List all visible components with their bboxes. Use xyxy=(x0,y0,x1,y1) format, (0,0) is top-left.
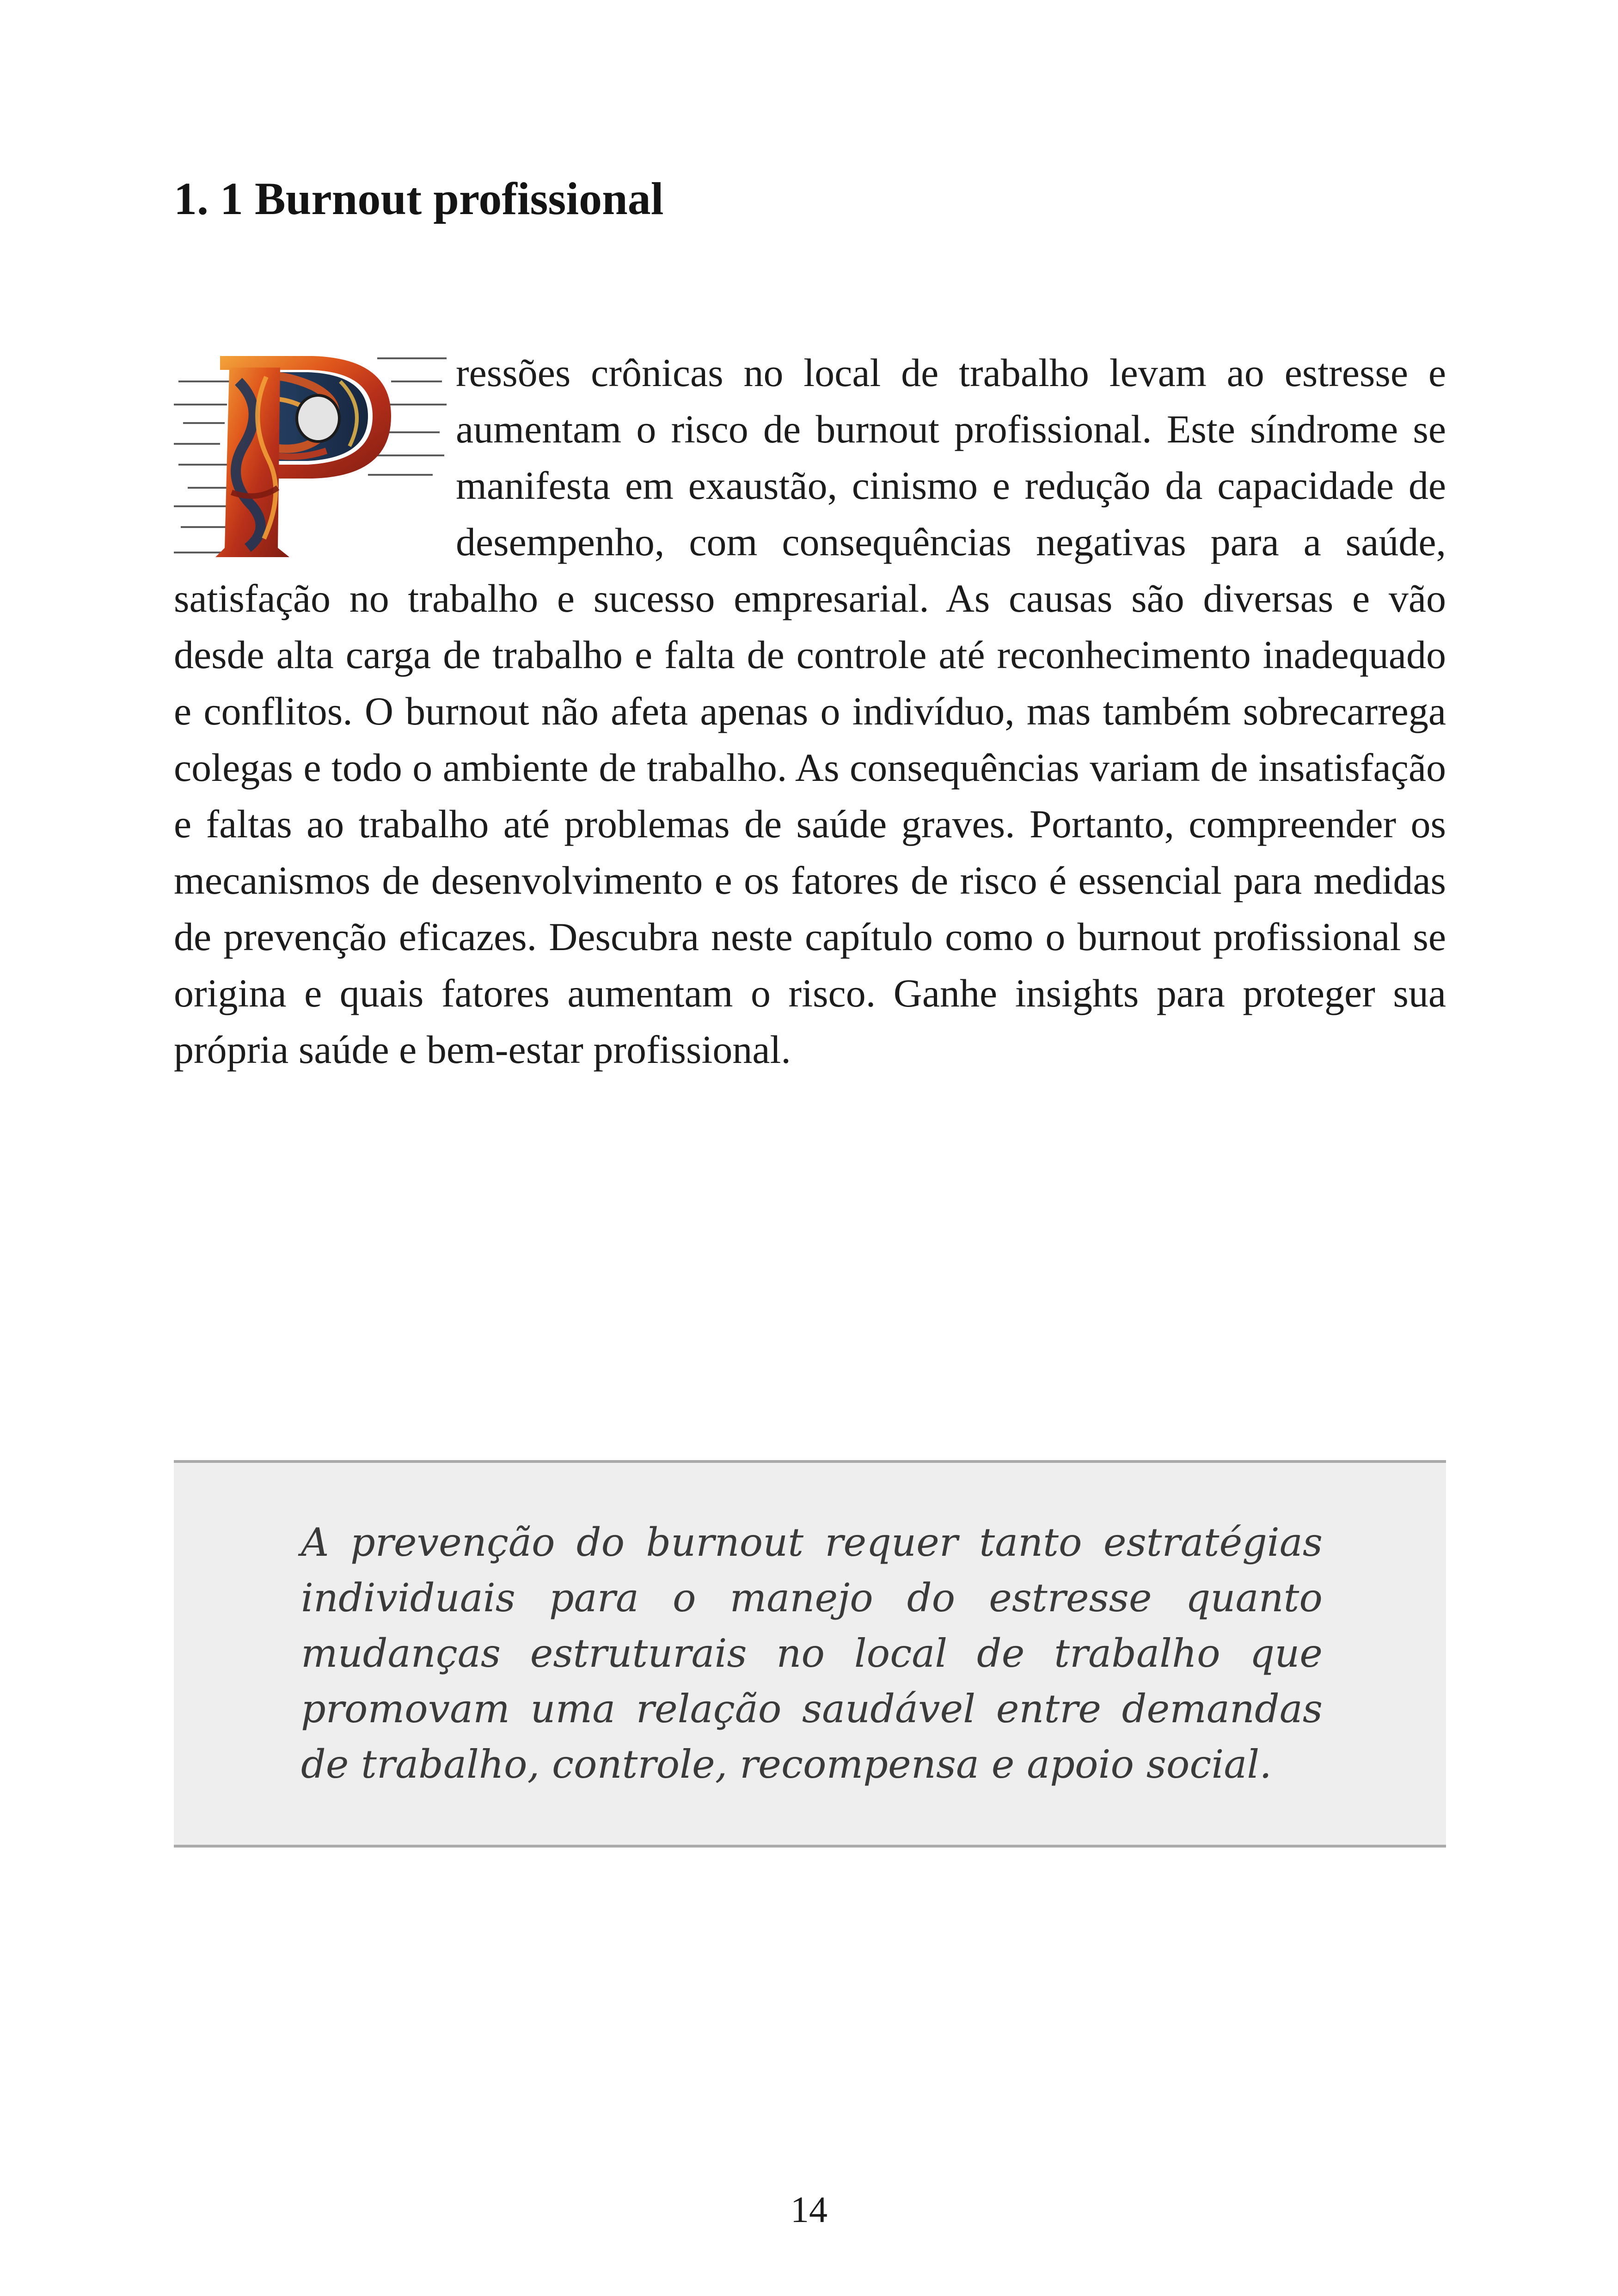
callout-quote-text: A prevenção do burnout requer tanto estratégias individuais para o manejo do estresse quanto mudanças estruturais no local de trabalho que promovam uma relação saudável entre demandas de trabalho, controle, recompensa e apoio social. xyxy=(301,1520,1323,1787)
dropcap-illustration xyxy=(174,344,456,570)
quote-callout xyxy=(174,1460,1446,1848)
dropcap-letter-image xyxy=(174,354,447,559)
body-text: ressões crônicas no local de trabalho levam ao estresse e aumentam o risco de burnout profissional. Este síndrome se manifesta em exaustão, cinismo e redução da capacidade de desempenho, com consequências negativas para a saúde, satisfação no trabalho e sucesso empresarial. As causas são diversas e vão desde alta carga de trabalho e falta de controle até reconhecimento inadequado e conflitos. O burnout não afeta apenas o indivíduo, mas também sobrecarrega colegas e todo o ambiente de trabalho. As consequências variam de insatisfação e faltas ao trabalho até problemas de saúde graves. Portanto, compreender os mecanismos de desenvolvimento e os fatores de risco é essencial para medidas de prevenção eficazes. Descubra neste capítulo como o burnout profissional se origina e quais fatores aumentam o risco. Ganhe insights para proteger sua própria saúde e bem-estar profissional. xyxy=(174,350,1446,1072)
chapter-heading: 1. 1 Burnout profissional xyxy=(174,173,664,224)
page-number: 14 xyxy=(791,2190,827,2230)
body-paragraph xyxy=(174,344,1446,1078)
